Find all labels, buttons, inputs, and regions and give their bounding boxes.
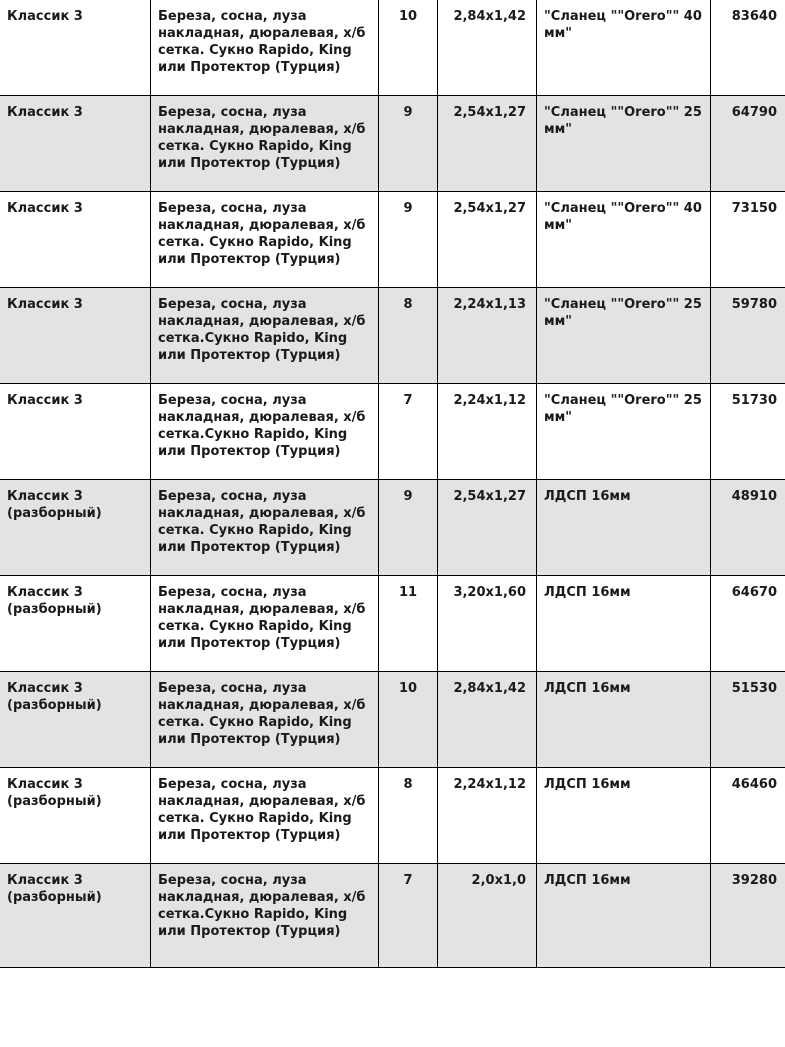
table-row (0, 192, 785, 288)
size-ft-cell: 11 (379, 576, 438, 672)
size-ft-cell: 9 (379, 192, 438, 288)
table-row (0, 288, 785, 384)
table-row (0, 768, 785, 864)
description-cell: Береза, сосна, луза накладная, дюралевая, х/б сетка.Сукно Rapido, King или Протектор (Турция) (151, 384, 379, 480)
slab-cell: "Сланец ""Orero"" 40 мм" (537, 192, 711, 288)
dimensions-cell: 2,84х1,42 (438, 672, 537, 768)
model-cell: Классик 3 (0, 0, 151, 96)
description-cell: Береза, сосна, луза накладная, дюралевая, х/б сетка. Сукно Rapido, King или Протектор (Турция) (151, 0, 379, 96)
table-row (0, 96, 785, 192)
size-ft-cell: 10 (379, 672, 438, 768)
size-ft-cell: 7 (379, 864, 438, 968)
size-ft-cell: 8 (379, 768, 438, 864)
dimensions-cell: 2,84х1,42 (438, 0, 537, 96)
description-cell: Береза, сосна, луза накладная, дюралевая, х/б сетка. Сукно Rapido, King или Протектор (Турция) (151, 480, 379, 576)
dimensions-cell: 2,54х1,27 (438, 96, 537, 192)
description-cell: Береза, сосна, луза накладная, дюралевая, х/б сетка. Сукно Rapido, King или Протектор (Турция) (151, 96, 379, 192)
dimensions-cell: 2,24х1,12 (438, 768, 537, 864)
description-cell: Береза, сосна, луза накладная, дюралевая, х/б сетка. Сукно Rapido, King или Протектор (Турция) (151, 576, 379, 672)
slab-cell: "Сланец ""Orero"" 25 мм" (537, 288, 711, 384)
table-row (0, 576, 785, 672)
table-row (0, 0, 785, 96)
table-row (0, 672, 785, 768)
model-cell: Классик 3 (разборный) (0, 864, 151, 968)
price-cell: 39280 (711, 864, 785, 968)
model-cell: Классик 3 (разборный) (0, 768, 151, 864)
description-cell: Береза, сосна, луза накладная, дюралевая, х/б сетка.Сукно Rapido, King или Протектор (Турция) (151, 288, 379, 384)
dimensions-cell: 3,20х1,60 (438, 576, 537, 672)
dimensions-cell: 2,24х1,12 (438, 384, 537, 480)
model-cell: Классик 3 (0, 288, 151, 384)
dimensions-cell: 2,54х1,27 (438, 480, 537, 576)
size-ft-cell: 8 (379, 288, 438, 384)
model-cell: Классик 3 (0, 96, 151, 192)
description-cell: Береза, сосна, луза накладная, дюралевая, х/б сетка. Сукно Rapido, King или Протектор (Турция) (151, 768, 379, 864)
price-cell: 46460 (711, 768, 785, 864)
slab-cell: ЛДСП 16мм (537, 480, 711, 576)
description-cell: Береза, сосна, луза накладная, дюралевая, х/б сетка. Сукно Rapido, King или Протектор (Турция) (151, 192, 379, 288)
table-row (0, 480, 785, 576)
model-cell: Классик 3 (0, 192, 151, 288)
price-cell: 51730 (711, 384, 785, 480)
dimensions-cell: 2,54х1,27 (438, 192, 537, 288)
model-cell: Классик 3 (разборный) (0, 480, 151, 576)
price-cell: 73150 (711, 192, 785, 288)
slab-cell: ЛДСП 16мм (537, 864, 711, 968)
slab-cell: ЛДСП 16мм (537, 672, 711, 768)
slab-cell: "Сланец ""Orero"" 25 мм" (537, 384, 711, 480)
slab-cell: "Сланец ""Orero"" 25 мм" (537, 96, 711, 192)
price-cell: 64790 (711, 96, 785, 192)
size-ft-cell: 7 (379, 384, 438, 480)
table-row (0, 864, 785, 968)
model-cell: Классик 3 (разборный) (0, 576, 151, 672)
description-cell: Береза, сосна, луза накладная, дюралевая, х/б сетка.Сукно Rapido, King или Протектор (Турция) (151, 864, 379, 968)
size-ft-cell: 10 (379, 0, 438, 96)
price-cell: 48910 (711, 480, 785, 576)
price-cell: 64670 (711, 576, 785, 672)
dimensions-cell: 2,0х1,0 (438, 864, 537, 968)
slab-cell: ЛДСП 16мм (537, 576, 711, 672)
slab-cell: "Сланец ""Orero"" 40 мм" (537, 0, 711, 96)
slab-cell: ЛДСП 16мм (537, 768, 711, 864)
size-ft-cell: 9 (379, 96, 438, 192)
table-row (0, 384, 785, 480)
model-cell: Классик 3 (0, 384, 151, 480)
dimensions-cell: 2,24х1,13 (438, 288, 537, 384)
price-cell: 83640 (711, 0, 785, 96)
price-cell: 51530 (711, 672, 785, 768)
price-cell: 59780 (711, 288, 785, 384)
description-cell: Береза, сосна, луза накладная, дюралевая, х/б сетка. Сукно Rapido, King или Протектор (Турция) (151, 672, 379, 768)
model-cell: Классик 3 (разборный) (0, 672, 151, 768)
size-ft-cell: 9 (379, 480, 438, 576)
